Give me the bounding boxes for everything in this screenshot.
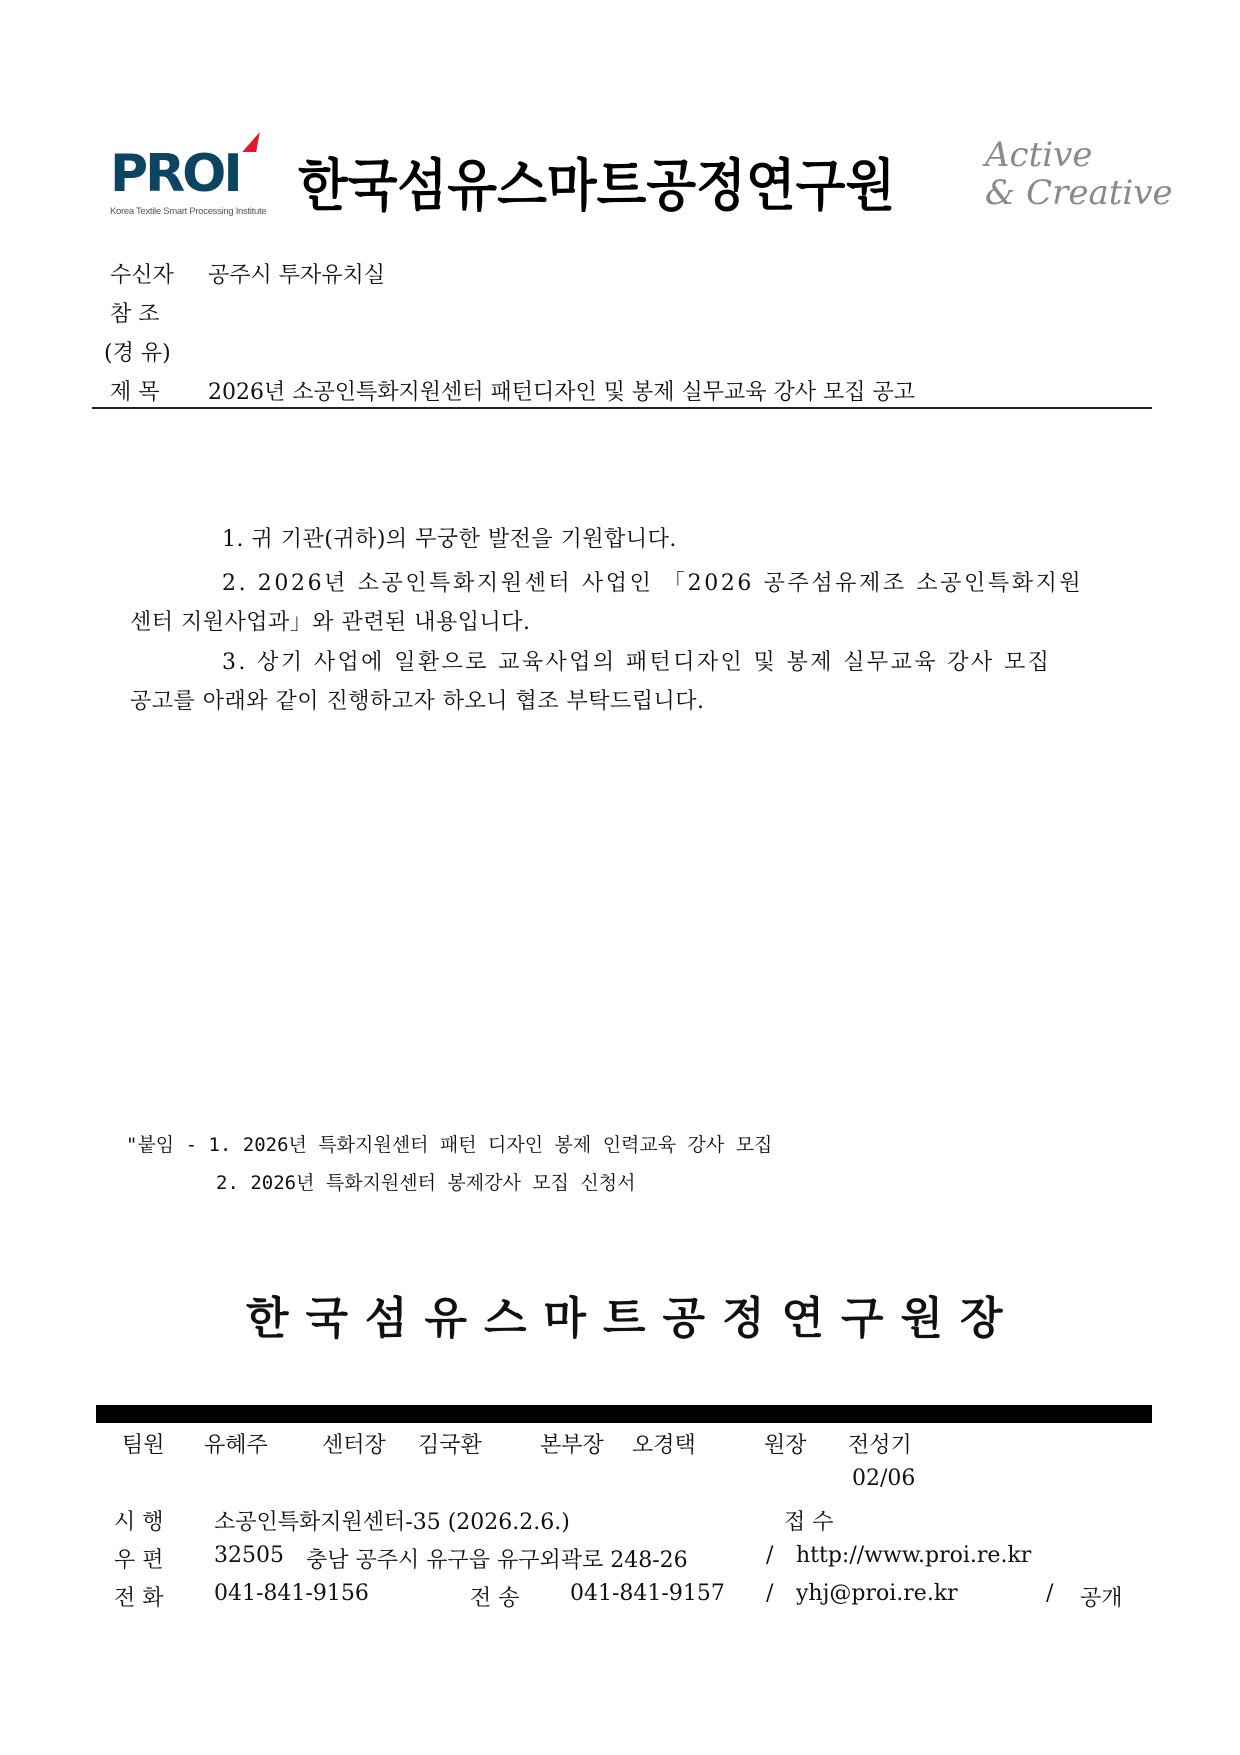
recipient-row (110, 258, 385, 289)
separator: / (1046, 1581, 1054, 1606)
recipient-value: 공주시 투자유치실 (208, 263, 386, 288)
phone-number: 041-841-9156 (214, 1581, 369, 1606)
postal-code: 32505 (214, 1543, 284, 1568)
approval-role-1: 팀원 (122, 1433, 165, 1458)
execution-label: 시 행 (114, 1510, 164, 1535)
approval-name-1: 유혜주 (204, 1433, 268, 1458)
approval-role-4: 원장 (764, 1433, 807, 1458)
email-link[interactable]: yhj@proi.re.kr (796, 1581, 958, 1606)
receipt-label: 접 수 (784, 1510, 834, 1535)
logo-subtitle: Korea Textile Smart Processing Institute (110, 206, 267, 217)
reference-row (110, 297, 208, 328)
separator: / (766, 1581, 774, 1606)
body-line-5: 공고를 아래와 같이 진행하고자 하오니 협조 부탁드립니다. (130, 689, 705, 714)
body-line-3: 센터 지원사업과」와 관련된 내용입니다. (130, 610, 531, 635)
fax-number: 041-841-9157 (570, 1581, 725, 1606)
organization-title: 한국섬유스마트공정연구원 (298, 154, 896, 219)
tagline (985, 136, 1173, 212)
body-line-1: 1. 귀 기관(귀하)의 무궁한 발전을 기원합니다. (222, 527, 677, 552)
attachment-line-1: "붙임 - 1. 2026년 특화지원센터 패턴 디자인 봉제 인력교육 강사 모집 (126, 1134, 773, 1156)
via-label: (경 유) (104, 341, 171, 366)
approval-name-4: 전성기 (848, 1433, 912, 1458)
subject-row (110, 375, 915, 406)
approval-date: 02/06 (852, 1466, 916, 1491)
reference-label: 참 조 (110, 302, 160, 327)
header-divider (92, 407, 1152, 409)
subject-value: 2026년 소공인특화지원센터 패턴디자인 및 봉제 실무교육 강사 모집 공고 (208, 380, 915, 405)
tagline-line2: & Creative (985, 173, 1173, 213)
body-line-4: 3. 상기 사업에 일환으로 교육사업의 패턴디자인 및 봉제 실무교육 강사 모집 (222, 650, 1052, 675)
execution-value: 소공인특화지원센터-35 (2026.2.6.) (214, 1510, 570, 1535)
via-row (104, 336, 202, 367)
separator: / (766, 1543, 774, 1568)
approval-role-2: 센터장 (322, 1433, 386, 1458)
approval-role-3: 본부장 (540, 1433, 604, 1458)
logo-accent-mark (242, 132, 268, 152)
fax-label: 전 송 (470, 1586, 520, 1611)
phone-label: 전 화 (114, 1586, 164, 1611)
subject-label: 제 목 (110, 380, 160, 405)
website-link[interactable]: http://www.proi.re.kr (796, 1543, 1032, 1568)
proi-logo (110, 132, 270, 222)
address: 충남 공주시 유구읍 유구외곽로 248-26 (306, 1548, 688, 1573)
disclosure-status: 공개 (1080, 1586, 1123, 1611)
postal-label: 우 편 (114, 1548, 164, 1573)
issuer-signature: 한국섬유스마트공정연구원장 (246, 1293, 1020, 1344)
footer-bar (96, 1405, 1152, 1423)
attachment-line-2: 2. 2026년 특화지원센터 봉제강사 모집 신청서 (216, 1172, 636, 1194)
recipient-label: 수신자 (110, 263, 174, 288)
logo-text: PROI (110, 144, 240, 204)
body-line-2: 2. 2026년 소공인특화지원센터 사업인 「2026 공주섬유제조 소공인특화지원 (222, 571, 1084, 596)
approval-name-2: 김국환 (418, 1433, 482, 1458)
approval-name-3: 오경택 (632, 1433, 696, 1458)
tagline-line1: Active (985, 135, 1093, 175)
